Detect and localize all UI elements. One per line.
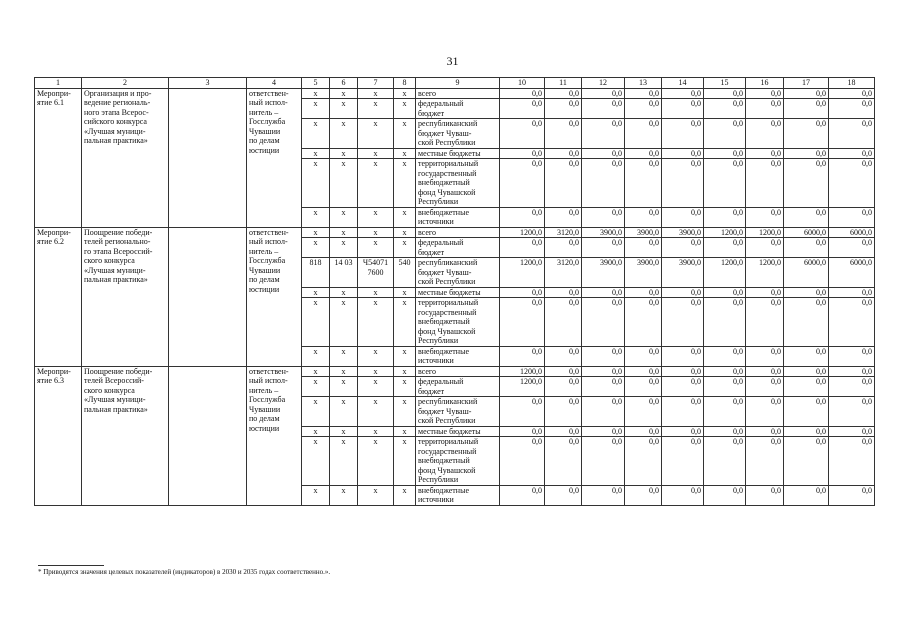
event-name: Поощрение победи- телей Всероссий- ского конкурса «Лучшая муници- пальная практика» (82, 366, 169, 505)
funding-value: 0,0 (704, 207, 746, 227)
funding-source: всего (416, 227, 500, 238)
target-article-code: x (358, 366, 394, 377)
funding-value: 0,0 (625, 397, 662, 427)
section-code: x (330, 346, 358, 366)
funding-value: 6000,0 (784, 258, 829, 288)
funding-value: 0,0 (625, 426, 662, 437)
funding-value: 0,0 (500, 159, 545, 208)
funding-value: 6000,0 (784, 227, 829, 238)
funding-value: 1200,0 (746, 227, 784, 238)
funding-value: 0,0 (662, 377, 704, 397)
funding-value: 0,0 (704, 99, 746, 119)
empty-cell (169, 366, 247, 505)
funding-value: 0,0 (625, 298, 662, 347)
funding-value: 0,0 (582, 88, 625, 99)
funding-source: всего (416, 366, 500, 377)
column-header-7: 7 (358, 78, 394, 89)
grbs-code: x (302, 148, 330, 159)
funding-value: 0,0 (662, 346, 704, 366)
grbs-code: x (302, 366, 330, 377)
table-row (35, 366, 875, 377)
funding-value: 0,0 (784, 238, 829, 258)
column-header-6: 6 (330, 78, 358, 89)
funding-value: 0,0 (746, 485, 784, 505)
funding-value: 0,0 (582, 298, 625, 347)
section-code: x (330, 148, 358, 159)
grbs-code: x (302, 119, 330, 149)
funding-value: 0,0 (545, 437, 582, 486)
funding-value: 3900,0 (582, 258, 625, 288)
funding-value: 0,0 (746, 437, 784, 486)
grbs-code: x (302, 227, 330, 238)
funding-value: 0,0 (784, 159, 829, 208)
target-article-code: x (358, 159, 394, 208)
expense-type-code: x (394, 119, 416, 149)
funding-value: 0,0 (625, 148, 662, 159)
section-code: x (330, 119, 358, 149)
funding-value: 6000,0 (829, 258, 875, 288)
responsible-executor: ответствен- ный испол- нитель – Госслужба Чувашии по делам юстиции (247, 88, 302, 227)
funding-source: федеральный бюджет (416, 238, 500, 258)
funding-value: 0,0 (784, 485, 829, 505)
column-header-12: 12 (582, 78, 625, 89)
funding-value: 3900,0 (662, 227, 704, 238)
funding-value: 0,0 (625, 346, 662, 366)
target-article-code: x (358, 437, 394, 486)
expense-type-code: x (394, 426, 416, 437)
funding-value: 0,0 (784, 148, 829, 159)
funding-value: 0,0 (582, 377, 625, 397)
funding-value: 0,0 (746, 148, 784, 159)
funding-value: 0,0 (500, 119, 545, 149)
grbs-code: x (302, 485, 330, 505)
funding-value: 1200,0 (704, 258, 746, 288)
funding-value: 0,0 (784, 377, 829, 397)
funding-value: 0,0 (625, 207, 662, 227)
expense-type-code: x (394, 238, 416, 258)
column-header-4: 4 (247, 78, 302, 89)
funding-value: 0,0 (545, 485, 582, 505)
section-code: x (330, 207, 358, 227)
responsible-executor: ответствен- ный испол- нитель – Госслужба Чувашии по делам юстиции (247, 366, 302, 505)
funding-value: 0,0 (662, 99, 704, 119)
expense-type-code: x (394, 377, 416, 397)
funding-value: 0,0 (784, 346, 829, 366)
funding-value: 0,0 (746, 366, 784, 377)
funding-value: 0,0 (829, 366, 875, 377)
funding-value: 0,0 (662, 366, 704, 377)
funding-value: 0,0 (704, 238, 746, 258)
funding-value: 0,0 (662, 485, 704, 505)
page-number: 31 (446, 54, 459, 68)
funding-source: внебюджетные источники (416, 207, 500, 227)
funding-value: 0,0 (746, 207, 784, 227)
section-code: x (330, 485, 358, 505)
target-article-code: Ч54071 7600 (358, 258, 394, 288)
target-article-code: x (358, 485, 394, 505)
funding-value: 0,0 (545, 426, 582, 437)
funding-source: республиканский бюджет Чуваш- ской Республики (416, 258, 500, 288)
funding-value: 0,0 (704, 397, 746, 427)
funding-value: 0,0 (829, 397, 875, 427)
funding-value: 0,0 (829, 88, 875, 99)
funding-value: 0,0 (582, 485, 625, 505)
grbs-code: x (302, 397, 330, 427)
column-header-14: 14 (662, 78, 704, 89)
funding-value: 0,0 (582, 148, 625, 159)
funding-value: 0,0 (500, 485, 545, 505)
funding-value: 0,0 (625, 159, 662, 208)
funding-source: всего (416, 88, 500, 99)
funding-value: 0,0 (662, 437, 704, 486)
column-header-13: 13 (625, 78, 662, 89)
section-code: x (330, 426, 358, 437)
grbs-code: x (302, 298, 330, 347)
funding-source: территориальный государственный внебюджетный фонд Чувашской Республики (416, 298, 500, 347)
funding-value: 0,0 (746, 99, 784, 119)
grbs-code: x (302, 426, 330, 437)
expense-type-code: x (394, 159, 416, 208)
funding-value: 0,0 (662, 287, 704, 298)
funding-source: республиканский бюджет Чуваш- ской Республики (416, 119, 500, 149)
funding-source: федеральный бюджет (416, 99, 500, 119)
event-name: Организация и про- ведение региональ- ного этапа Всерос- сийского конкурса «Лучшая муници- пальная практика» (82, 88, 169, 227)
funding-value: 0,0 (784, 397, 829, 427)
funding-value: 0,0 (704, 366, 746, 377)
funding-source: федеральный бюджет (416, 377, 500, 397)
funding-value: 0,0 (829, 207, 875, 227)
funding-value: 0,0 (784, 119, 829, 149)
expense-type-code: 540 (394, 258, 416, 288)
funding-value: 0,0 (582, 397, 625, 427)
funding-source: внебюджетные источники (416, 485, 500, 505)
funding-value: 1200,0 (704, 227, 746, 238)
funding-value: 0,0 (704, 426, 746, 437)
empty-cell (169, 88, 247, 227)
funding-value: 0,0 (582, 159, 625, 208)
expense-type-code: x (394, 298, 416, 347)
section-code: x (330, 397, 358, 427)
funding-source: территориальный государственный внебюджетный фонд Чувашской Республики (416, 159, 500, 208)
grbs-code: x (302, 159, 330, 208)
expense-type-code: x (394, 366, 416, 377)
funding-value: 0,0 (662, 119, 704, 149)
funding-value: 0,0 (704, 485, 746, 505)
funding-value: 0,0 (500, 346, 545, 366)
grbs-code: x (302, 238, 330, 258)
funding-value: 0,0 (704, 148, 746, 159)
funding-value: 0,0 (662, 298, 704, 347)
funding-value: 0,0 (625, 377, 662, 397)
funding-value: 0,0 (746, 287, 784, 298)
funding-value: 0,0 (582, 437, 625, 486)
section-code: x (330, 437, 358, 486)
funding-value: 3900,0 (582, 227, 625, 238)
funding-value: 0,0 (625, 88, 662, 99)
funding-value: 0,0 (545, 88, 582, 99)
funding-value: 0,0 (545, 346, 582, 366)
section-code: x (330, 238, 358, 258)
funding-value: 0,0 (829, 426, 875, 437)
target-article-code: x (358, 397, 394, 427)
funding-value: 0,0 (662, 159, 704, 208)
funding-value: 0,0 (582, 207, 625, 227)
funding-value: 0,0 (625, 485, 662, 505)
column-header-8: 8 (394, 78, 416, 89)
funding-value: 0,0 (662, 148, 704, 159)
target-article-code: x (358, 227, 394, 238)
funding-value: 0,0 (784, 366, 829, 377)
empty-cell (169, 227, 247, 366)
grbs-code: x (302, 207, 330, 227)
expense-type-code: x (394, 397, 416, 427)
event-name: Поощрение победи- телей регионально- го этапа Всероссий- ского конкурса «Лучшая муници- пальная практика» (82, 227, 169, 366)
funding-value: 0,0 (545, 298, 582, 347)
target-article-code: x (358, 346, 394, 366)
funding-value: 0,0 (829, 346, 875, 366)
funding-value: 0,0 (545, 238, 582, 258)
grbs-code: x (302, 437, 330, 486)
funding-value: 0,0 (625, 366, 662, 377)
funding-value: 0,0 (500, 88, 545, 99)
funding-value: 0,0 (829, 287, 875, 298)
column-header-5: 5 (302, 78, 330, 89)
funding-value: 0,0 (582, 287, 625, 298)
funding-value: 0,0 (704, 287, 746, 298)
funding-value: 0,0 (746, 159, 784, 208)
footnote: * Приводятся значения целевых показателей (индикаторов) в 2030 и 2035 годах соответственно.». (38, 568, 331, 576)
funding-value: 0,0 (625, 119, 662, 149)
expense-type-code: x (394, 88, 416, 99)
column-header-3: 3 (169, 78, 247, 89)
expense-type-code: x (394, 227, 416, 238)
funding-value: 0,0 (625, 437, 662, 486)
column-header-15: 15 (704, 78, 746, 89)
funding-value: 0,0 (704, 377, 746, 397)
funding-value: 0,0 (545, 366, 582, 377)
funding-value: 0,0 (662, 238, 704, 258)
target-article-code: x (358, 377, 394, 397)
funding-value: 0,0 (829, 119, 875, 149)
funding-value: 0,0 (829, 298, 875, 347)
funding-value: 0,0 (784, 207, 829, 227)
section-code: x (330, 227, 358, 238)
funding-value: 0,0 (704, 298, 746, 347)
funding-value: 0,0 (582, 346, 625, 366)
funding-value: 0,0 (625, 99, 662, 119)
funding-value: 0,0 (545, 148, 582, 159)
target-article-code: x (358, 238, 394, 258)
funding-source: местные бюджеты (416, 148, 500, 159)
funding-value: 0,0 (704, 119, 746, 149)
section-code: x (330, 88, 358, 99)
expense-type-code: x (394, 207, 416, 227)
funding-value: 0,0 (746, 238, 784, 258)
grbs-code: x (302, 99, 330, 119)
funding-value: 1200,0 (500, 377, 545, 397)
section-code: x (330, 99, 358, 119)
funding-table (34, 77, 875, 506)
column-header-10: 10 (500, 78, 545, 89)
funding-value: 0,0 (746, 88, 784, 99)
funding-value: 1200,0 (500, 366, 545, 377)
funding-value: 0,0 (662, 88, 704, 99)
funding-value: 0,0 (500, 287, 545, 298)
section-code: x (330, 159, 358, 208)
event-number: Меропри- ятие 6.2 (35, 227, 82, 366)
funding-value: 0,0 (582, 238, 625, 258)
funding-value: 0,0 (829, 437, 875, 486)
funding-value: 0,0 (545, 99, 582, 119)
funding-value: 0,0 (746, 298, 784, 347)
funding-value: 0,0 (500, 397, 545, 427)
section-code: 14 03 (330, 258, 358, 288)
funding-value: 0,0 (829, 148, 875, 159)
funding-value: 0,0 (500, 298, 545, 347)
expense-type-code: x (394, 437, 416, 486)
funding-value: 0,0 (545, 377, 582, 397)
expense-type-code: x (394, 99, 416, 119)
target-article-code: x (358, 148, 394, 159)
funding-value: 0,0 (662, 426, 704, 437)
grbs-code: 818 (302, 258, 330, 288)
column-header-17: 17 (784, 78, 829, 89)
funding-value: 0,0 (545, 287, 582, 298)
funding-value: 0,0 (662, 397, 704, 427)
funding-value: 0,0 (746, 397, 784, 427)
grbs-code: x (302, 346, 330, 366)
funding-value: 6000,0 (829, 227, 875, 238)
funding-value: 3900,0 (662, 258, 704, 288)
funding-value: 1200,0 (500, 258, 545, 288)
funding-value: 3900,0 (625, 258, 662, 288)
funding-value: 0,0 (746, 119, 784, 149)
section-code: x (330, 366, 358, 377)
target-article-code: x (358, 287, 394, 298)
target-article-code: x (358, 99, 394, 119)
funding-value: 0,0 (784, 437, 829, 486)
funding-value: 0,0 (704, 88, 746, 99)
section-code: x (330, 377, 358, 397)
grbs-code: x (302, 287, 330, 298)
funding-value: 0,0 (500, 148, 545, 159)
funding-value: 0,0 (784, 99, 829, 119)
funding-value: 0,0 (582, 366, 625, 377)
funding-value: 0,0 (746, 377, 784, 397)
funding-value: 0,0 (500, 426, 545, 437)
funding-value: 0,0 (829, 238, 875, 258)
funding-value: 0,0 (545, 159, 582, 208)
funding-value: 0,0 (500, 207, 545, 227)
funding-value: 0,0 (545, 119, 582, 149)
funding-value: 0,0 (784, 287, 829, 298)
column-header-18: 18 (829, 78, 875, 89)
funding-value: 0,0 (746, 346, 784, 366)
funding-source: местные бюджеты (416, 287, 500, 298)
funding-value: 0,0 (704, 346, 746, 366)
funding-source: республиканский бюджет Чуваш- ской Республики (416, 397, 500, 427)
target-article-code: x (358, 207, 394, 227)
grbs-code: x (302, 88, 330, 99)
column-header-2: 2 (82, 78, 169, 89)
target-article-code: x (358, 119, 394, 149)
footnote-divider (38, 565, 104, 566)
funding-value: 0,0 (545, 207, 582, 227)
expense-type-code: x (394, 148, 416, 159)
funding-value: 3900,0 (625, 227, 662, 238)
funding-source: территориальный государственный внебюджетный фонд Чувашской Республики (416, 437, 500, 486)
table-row (35, 88, 875, 99)
funding-value: 3120,0 (545, 227, 582, 238)
expense-type-code: x (394, 485, 416, 505)
funding-value: 0,0 (829, 377, 875, 397)
grbs-code: x (302, 377, 330, 397)
column-header-1: 1 (35, 78, 82, 89)
funding-value: 0,0 (500, 437, 545, 486)
column-number-row (35, 78, 875, 89)
column-header-9: 9 (416, 78, 500, 89)
section-code: x (330, 298, 358, 347)
funding-value: 0,0 (829, 159, 875, 208)
funding-value: 0,0 (582, 99, 625, 119)
funding-value: 0,0 (829, 99, 875, 119)
funding-value: 1200,0 (500, 227, 545, 238)
funding-value: 0,0 (784, 298, 829, 347)
funding-value: 3120,0 (545, 258, 582, 288)
funding-value: 0,0 (625, 287, 662, 298)
funding-value: 0,0 (545, 397, 582, 427)
event-number: Меропри- ятие 6.3 (35, 366, 82, 505)
funding-value: 0,0 (582, 119, 625, 149)
funding-value: 1200,0 (746, 258, 784, 288)
target-article-code: x (358, 298, 394, 347)
funding-value: 0,0 (829, 485, 875, 505)
event-number: Меропри- ятие 6.1 (35, 88, 82, 227)
funding-value: 0,0 (582, 426, 625, 437)
funding-source: местные бюджеты (416, 426, 500, 437)
funding-value: 0,0 (746, 426, 784, 437)
expense-type-code: x (394, 346, 416, 366)
funding-value: 0,0 (704, 159, 746, 208)
funding-value: 0,0 (704, 437, 746, 486)
funding-value: 0,0 (625, 238, 662, 258)
funding-value: 0,0 (500, 99, 545, 119)
funding-value: 0,0 (784, 88, 829, 99)
responsible-executor: ответствен- ный испол- нитель – Госслужба Чувашии по делам юстиции (247, 227, 302, 366)
column-header-16: 16 (746, 78, 784, 89)
expense-type-code: x (394, 287, 416, 298)
funding-value: 0,0 (784, 426, 829, 437)
funding-source: внебюджетные источники (416, 346, 500, 366)
table-row (35, 227, 875, 238)
table-body (35, 88, 875, 505)
target-article-code: x (358, 426, 394, 437)
section-code: x (330, 287, 358, 298)
target-article-code: x (358, 88, 394, 99)
funding-value: 0,0 (662, 207, 704, 227)
funding-value: 0,0 (500, 238, 545, 258)
column-header-11: 11 (545, 78, 582, 89)
